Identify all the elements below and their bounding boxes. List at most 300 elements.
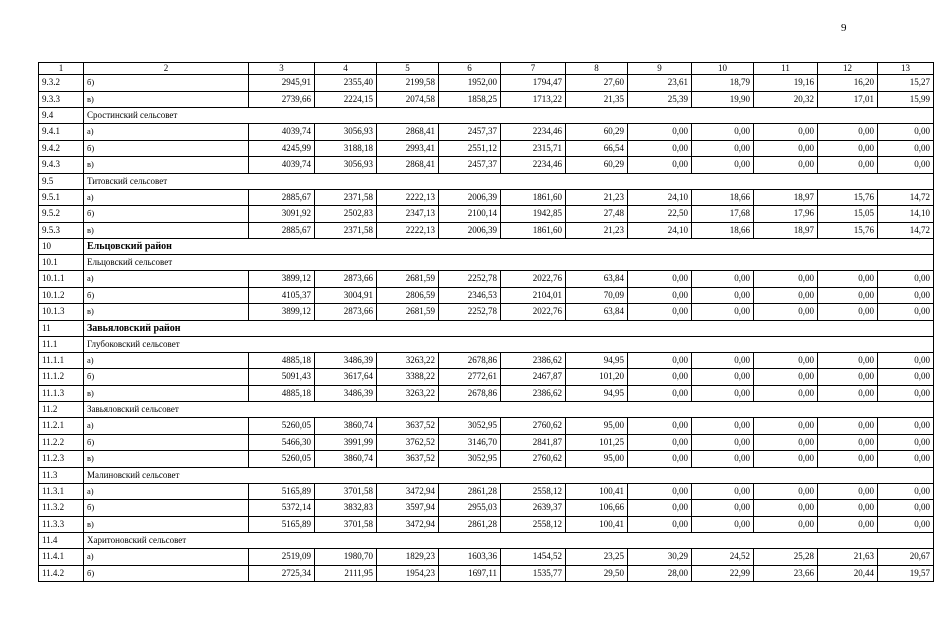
cell-value: 0,00 — [628, 140, 692, 157]
cell-value: 2760,62 — [501, 451, 566, 468]
row-label: в) — [84, 157, 249, 174]
cell-value: 60,29 — [566, 157, 628, 174]
cell-value: 1697,11 — [439, 565, 501, 582]
cell-value: 3991,99 — [315, 434, 377, 451]
cell-value: 2222,13 — [377, 222, 439, 239]
cell-value: 0,00 — [628, 369, 692, 386]
cell-value: 2355,40 — [315, 75, 377, 92]
cell-value: 16,20 — [818, 75, 878, 92]
cell-value: 15,05 — [818, 206, 878, 223]
cell-value: 2467,87 — [501, 369, 566, 386]
cell-value: 0,00 — [754, 287, 818, 304]
cell-value: 3263,22 — [377, 385, 439, 402]
cell-value: 4039,74 — [249, 157, 315, 174]
row-id: 9.4 — [39, 108, 84, 124]
cell-value: 1829,23 — [377, 549, 439, 566]
cell-value: 2502,83 — [315, 206, 377, 223]
cell-value: 0,00 — [628, 352, 692, 369]
row-id: 11.1.1 — [39, 352, 84, 369]
header-row — [39, 63, 934, 75]
column-header: 4 — [315, 63, 377, 75]
cell-value: 2252,78 — [439, 304, 501, 321]
cell-value: 2806,59 — [377, 287, 439, 304]
cell-value: 24,10 — [628, 189, 692, 206]
cell-value: 2519,09 — [249, 549, 315, 566]
row-label: а) — [84, 483, 249, 500]
cell-value: 0,00 — [754, 140, 818, 157]
cell-value: 2681,59 — [377, 271, 439, 288]
subsection-row — [39, 336, 934, 352]
cell-value: 18,97 — [754, 222, 818, 239]
cell-value: 66,54 — [566, 140, 628, 157]
row-id: 9.5 — [39, 173, 84, 189]
row-label: б) — [84, 434, 249, 451]
row-id: 9.4.3 — [39, 157, 84, 174]
table-row — [39, 434, 934, 451]
cell-value: 2234,46 — [501, 157, 566, 174]
cell-value: 19,90 — [692, 91, 754, 108]
table-row — [39, 385, 934, 402]
cell-value: 0,00 — [692, 287, 754, 304]
cell-value: 4039,74 — [249, 124, 315, 141]
cell-value: 3701,58 — [315, 483, 377, 500]
table-row — [39, 451, 934, 468]
cell-value: 2861,28 — [439, 516, 501, 533]
section-row — [39, 239, 934, 255]
council-title: Глубоковский сельсовет — [84, 336, 934, 352]
cell-value: 5466,30 — [249, 434, 315, 451]
cell-value: 0,00 — [754, 516, 818, 533]
cell-value: 0,00 — [628, 500, 692, 517]
cell-value: 21,63 — [818, 549, 878, 566]
cell-value: 0,00 — [878, 157, 934, 174]
cell-value: 1454,52 — [501, 549, 566, 566]
cell-value: 94,95 — [566, 385, 628, 402]
row-id: 9.5.3 — [39, 222, 84, 239]
cell-value: 1861,60 — [501, 222, 566, 239]
council-title: Завьяловский сельсовет — [84, 402, 934, 418]
cell-value: 0,00 — [754, 418, 818, 435]
row-id: 11.4.1 — [39, 549, 84, 566]
cell-value: 2252,78 — [439, 271, 501, 288]
cell-value: 2551,12 — [439, 140, 501, 157]
cell-value: 0,00 — [818, 500, 878, 517]
cell-value: 0,00 — [878, 451, 934, 468]
cell-value: 0,00 — [754, 500, 818, 517]
cell-value: 0,00 — [692, 516, 754, 533]
cell-value: 2841,87 — [501, 434, 566, 451]
column-header: 1 — [39, 63, 84, 75]
table-row — [39, 304, 934, 321]
cell-value: 5165,89 — [249, 516, 315, 533]
table-row — [39, 483, 934, 500]
cell-value: 15,27 — [878, 75, 934, 92]
cell-value: 3056,93 — [315, 157, 377, 174]
cell-value: 0,00 — [818, 287, 878, 304]
cell-value: 19,16 — [754, 75, 818, 92]
row-id: 11.1 — [39, 336, 84, 352]
cell-value: 1952,00 — [439, 75, 501, 92]
section-row — [39, 320, 934, 336]
column-header: 10 — [692, 63, 754, 75]
row-id: 11.1.3 — [39, 385, 84, 402]
cell-value: 0,00 — [878, 140, 934, 157]
row-id: 11.3.3 — [39, 516, 84, 533]
subsection-row — [39, 402, 934, 418]
row-id: 9.5.2 — [39, 206, 84, 223]
cell-value: 60,29 — [566, 124, 628, 141]
row-id: 11 — [39, 320, 84, 336]
row-id: 11.2.2 — [39, 434, 84, 451]
cell-value: 22,99 — [692, 565, 754, 582]
cell-value: 14,10 — [878, 206, 934, 223]
cell-value: 5260,05 — [249, 418, 315, 435]
cell-value: 3263,22 — [377, 352, 439, 369]
cell-value: 2074,58 — [377, 91, 439, 108]
cell-value: 3056,93 — [315, 124, 377, 141]
cell-value: 0,00 — [818, 271, 878, 288]
cell-value: 3701,58 — [315, 516, 377, 533]
cell-value: 0,00 — [754, 271, 818, 288]
cell-value: 2222,13 — [377, 189, 439, 206]
cell-value: 1535,77 — [501, 565, 566, 582]
cell-value: 3899,12 — [249, 304, 315, 321]
table-row — [39, 140, 934, 157]
row-id: 10.1.1 — [39, 271, 84, 288]
cell-value: 20,32 — [754, 91, 818, 108]
page-number: 9 — [841, 22, 847, 34]
row-label: б) — [84, 206, 249, 223]
cell-value: 2772,61 — [439, 369, 501, 386]
cell-value: 2234,46 — [501, 124, 566, 141]
cell-value: 2111,95 — [315, 565, 377, 582]
cell-value: 2678,86 — [439, 385, 501, 402]
cell-value: 2386,62 — [501, 385, 566, 402]
cell-value: 1980,70 — [315, 549, 377, 566]
table-row — [39, 206, 934, 223]
district-title: Завьяловский район — [84, 320, 934, 336]
cell-value: 2346,53 — [439, 287, 501, 304]
cell-value: 24,10 — [628, 222, 692, 239]
column-header: 2 — [84, 63, 249, 75]
table-row — [39, 91, 934, 108]
cell-value: 0,00 — [878, 483, 934, 500]
cell-value: 2104,01 — [501, 287, 566, 304]
cell-value: 0,00 — [628, 418, 692, 435]
cell-value: 2993,41 — [377, 140, 439, 157]
cell-value: 0,00 — [628, 157, 692, 174]
subsection-row — [39, 255, 934, 271]
cell-value: 0,00 — [878, 271, 934, 288]
row-label: б) — [84, 287, 249, 304]
table-row — [39, 418, 934, 435]
cell-value: 4885,18 — [249, 385, 315, 402]
cell-value: 95,00 — [566, 418, 628, 435]
cell-value: 20,44 — [818, 565, 878, 582]
cell-value: 2868,41 — [377, 124, 439, 141]
subsection-row — [39, 173, 934, 189]
cell-value: 3832,83 — [315, 500, 377, 517]
cell-value: 4885,18 — [249, 352, 315, 369]
cell-value: 2022,76 — [501, 271, 566, 288]
row-id: 11.2 — [39, 402, 84, 418]
cell-value: 17,01 — [818, 91, 878, 108]
cell-value: 1713,22 — [501, 91, 566, 108]
cell-value: 2861,28 — [439, 483, 501, 500]
column-header: 9 — [628, 63, 692, 75]
council-title: Малиновский сельсовет — [84, 467, 934, 483]
cell-value: 1942,85 — [501, 206, 566, 223]
row-label: в) — [84, 516, 249, 533]
cell-value: 2315,71 — [501, 140, 566, 157]
cell-value: 100,41 — [566, 483, 628, 500]
cell-value: 29,50 — [566, 565, 628, 582]
cell-value: 3146,70 — [439, 434, 501, 451]
cell-value: 0,00 — [818, 124, 878, 141]
cell-value: 3762,52 — [377, 434, 439, 451]
cell-value: 3486,39 — [315, 352, 377, 369]
cell-value: 0,00 — [628, 271, 692, 288]
cell-value: 0,00 — [692, 271, 754, 288]
cell-value: 3052,95 — [439, 451, 501, 468]
cell-value: 0,00 — [878, 434, 934, 451]
cell-value: 18,66 — [692, 222, 754, 239]
table-row — [39, 124, 934, 141]
row-label: а) — [84, 189, 249, 206]
cell-value: 18,66 — [692, 189, 754, 206]
cell-value: 3860,74 — [315, 418, 377, 435]
cell-value: 0,00 — [754, 369, 818, 386]
cell-value: 2873,66 — [315, 304, 377, 321]
cell-value: 106,66 — [566, 500, 628, 517]
table-row — [39, 189, 934, 206]
cell-value: 17,68 — [692, 206, 754, 223]
cell-value: 0,00 — [878, 124, 934, 141]
row-label: а) — [84, 549, 249, 566]
cell-value: 3052,95 — [439, 418, 501, 435]
cell-value: 0,00 — [878, 385, 934, 402]
row-label: а) — [84, 271, 249, 288]
cell-value: 3472,94 — [377, 516, 439, 533]
subsection-row — [39, 108, 934, 124]
cell-value: 0,00 — [692, 124, 754, 141]
row-id: 11.1.2 — [39, 369, 84, 386]
cell-value: 25,28 — [754, 549, 818, 566]
cell-value: 0,00 — [628, 304, 692, 321]
cell-value: 70,09 — [566, 287, 628, 304]
table-row — [39, 222, 934, 239]
cell-value: 3637,52 — [377, 418, 439, 435]
cell-value: 23,66 — [754, 565, 818, 582]
table-row — [39, 500, 934, 517]
cell-value: 17,96 — [754, 206, 818, 223]
cell-value: 2100,14 — [439, 206, 501, 223]
row-id: 9.5.1 — [39, 189, 84, 206]
row-label: в) — [84, 451, 249, 468]
cell-value: 3617,64 — [315, 369, 377, 386]
cell-value: 15,99 — [878, 91, 934, 108]
column-header: 3 — [249, 63, 315, 75]
cell-value: 0,00 — [878, 304, 934, 321]
cell-value: 18,97 — [754, 189, 818, 206]
cell-value: 23,25 — [566, 549, 628, 566]
cell-value: 14,72 — [878, 222, 934, 239]
cell-value: 2371,58 — [315, 189, 377, 206]
council-title: Сростинский сельсовет — [84, 108, 934, 124]
cell-value: 15,76 — [818, 222, 878, 239]
column-header: 5 — [377, 63, 439, 75]
cell-value: 2199,58 — [377, 75, 439, 92]
cell-value: 0,00 — [692, 500, 754, 517]
column-header: 12 — [818, 63, 878, 75]
table-row — [39, 287, 934, 304]
cell-value: 2006,39 — [439, 222, 501, 239]
row-id: 10.1.3 — [39, 304, 84, 321]
cell-value: 0,00 — [754, 434, 818, 451]
cell-value: 0,00 — [818, 451, 878, 468]
subsection-row — [39, 467, 934, 483]
table-row — [39, 352, 934, 369]
row-id: 10.1.2 — [39, 287, 84, 304]
cell-value: 0,00 — [754, 483, 818, 500]
cell-value: 0,00 — [878, 418, 934, 435]
row-id: 11.3 — [39, 467, 84, 483]
row-id: 11.4 — [39, 533, 84, 549]
row-id: 11.2.1 — [39, 418, 84, 435]
column-header: 11 — [754, 63, 818, 75]
cell-value: 21,23 — [566, 222, 628, 239]
cell-value: 2558,12 — [501, 483, 566, 500]
row-id: 9.3.2 — [39, 75, 84, 92]
cell-value: 3388,22 — [377, 369, 439, 386]
district-title: Ельцовский район — [84, 239, 934, 255]
cell-value: 3486,39 — [315, 385, 377, 402]
cell-value: 2945,91 — [249, 75, 315, 92]
cell-value: 2760,62 — [501, 418, 566, 435]
cell-value: 2224,15 — [315, 91, 377, 108]
cell-value: 0,00 — [628, 434, 692, 451]
cell-value: 30,29 — [628, 549, 692, 566]
row-label: в) — [84, 304, 249, 321]
column-header: 13 — [878, 63, 934, 75]
cell-value: 18,79 — [692, 75, 754, 92]
council-title: Ельцовский сельсовет — [84, 255, 934, 271]
row-label: в) — [84, 385, 249, 402]
cell-value: 95,00 — [566, 451, 628, 468]
cell-value: 0,00 — [818, 434, 878, 451]
row-id: 11.3.1 — [39, 483, 84, 500]
cell-value: 0,00 — [754, 304, 818, 321]
row-label: в) — [84, 222, 249, 239]
cell-value: 0,00 — [818, 516, 878, 533]
cell-value: 2371,58 — [315, 222, 377, 239]
row-label: в) — [84, 91, 249, 108]
cell-value: 0,00 — [692, 418, 754, 435]
cell-value: 2386,62 — [501, 352, 566, 369]
cell-value: 19,57 — [878, 565, 934, 582]
table-row — [39, 549, 934, 566]
cell-value: 0,00 — [628, 451, 692, 468]
cell-value: 4245,99 — [249, 140, 315, 157]
cell-value: 2457,37 — [439, 157, 501, 174]
cell-value: 0,00 — [754, 157, 818, 174]
cell-value: 0,00 — [818, 418, 878, 435]
row-id: 11.2.3 — [39, 451, 84, 468]
cell-value: 94,95 — [566, 352, 628, 369]
cell-value: 3188,18 — [315, 140, 377, 157]
row-id: 11.3.2 — [39, 500, 84, 517]
cell-value: 3472,94 — [377, 483, 439, 500]
cell-value: 0,00 — [628, 287, 692, 304]
cell-value: 2681,59 — [377, 304, 439, 321]
cell-value: 101,20 — [566, 369, 628, 386]
row-label: а) — [84, 352, 249, 369]
cell-value: 2558,12 — [501, 516, 566, 533]
cell-value: 22,50 — [628, 206, 692, 223]
row-id: 9.4.2 — [39, 140, 84, 157]
cell-value: 2022,76 — [501, 304, 566, 321]
cell-value: 2739,66 — [249, 91, 315, 108]
cell-value: 0,00 — [818, 385, 878, 402]
row-label: б) — [84, 369, 249, 386]
cell-value: 2955,03 — [439, 500, 501, 517]
cell-value: 2457,37 — [439, 124, 501, 141]
cell-value: 0,00 — [692, 451, 754, 468]
cell-value: 0,00 — [754, 352, 818, 369]
cell-value: 0,00 — [878, 369, 934, 386]
cell-value: 3091,92 — [249, 206, 315, 223]
cell-value: 0,00 — [878, 287, 934, 304]
cell-value: 0,00 — [878, 516, 934, 533]
cell-value: 0,00 — [692, 369, 754, 386]
cell-value: 0,00 — [818, 352, 878, 369]
cell-value: 100,41 — [566, 516, 628, 533]
cell-value: 0,00 — [818, 483, 878, 500]
cell-value: 0,00 — [878, 352, 934, 369]
row-id: 11.4.2 — [39, 565, 84, 582]
table-row — [39, 75, 934, 92]
cell-value: 2639,37 — [501, 500, 566, 517]
cell-value: 0,00 — [692, 304, 754, 321]
cell-value: 5165,89 — [249, 483, 315, 500]
row-id: 10 — [39, 239, 84, 255]
council-title: Титовский сельсовет — [84, 173, 934, 189]
cell-value: 0,00 — [818, 140, 878, 157]
cell-value: 0,00 — [754, 124, 818, 141]
table-row — [39, 516, 934, 533]
cell-value: 2347,13 — [377, 206, 439, 223]
cell-value: 101,25 — [566, 434, 628, 451]
cell-value: 0,00 — [692, 385, 754, 402]
cell-value: 3004,91 — [315, 287, 377, 304]
row-label: б) — [84, 565, 249, 582]
subsection-row — [39, 533, 934, 549]
cell-value: 0,00 — [818, 369, 878, 386]
cell-value: 23,61 — [628, 75, 692, 92]
cell-value: 1858,25 — [439, 91, 501, 108]
cell-value: 0,00 — [754, 385, 818, 402]
cell-value: 3860,74 — [315, 451, 377, 468]
cell-value: 24,52 — [692, 549, 754, 566]
table-row — [39, 271, 934, 288]
cell-value: 3597,94 — [377, 500, 439, 517]
cell-value: 0,00 — [692, 483, 754, 500]
cell-value: 63,84 — [566, 271, 628, 288]
cell-value: 3637,52 — [377, 451, 439, 468]
row-label: а) — [84, 124, 249, 141]
row-id: 9.4.1 — [39, 124, 84, 141]
council-title: Харитоновский сельсовет — [84, 533, 934, 549]
